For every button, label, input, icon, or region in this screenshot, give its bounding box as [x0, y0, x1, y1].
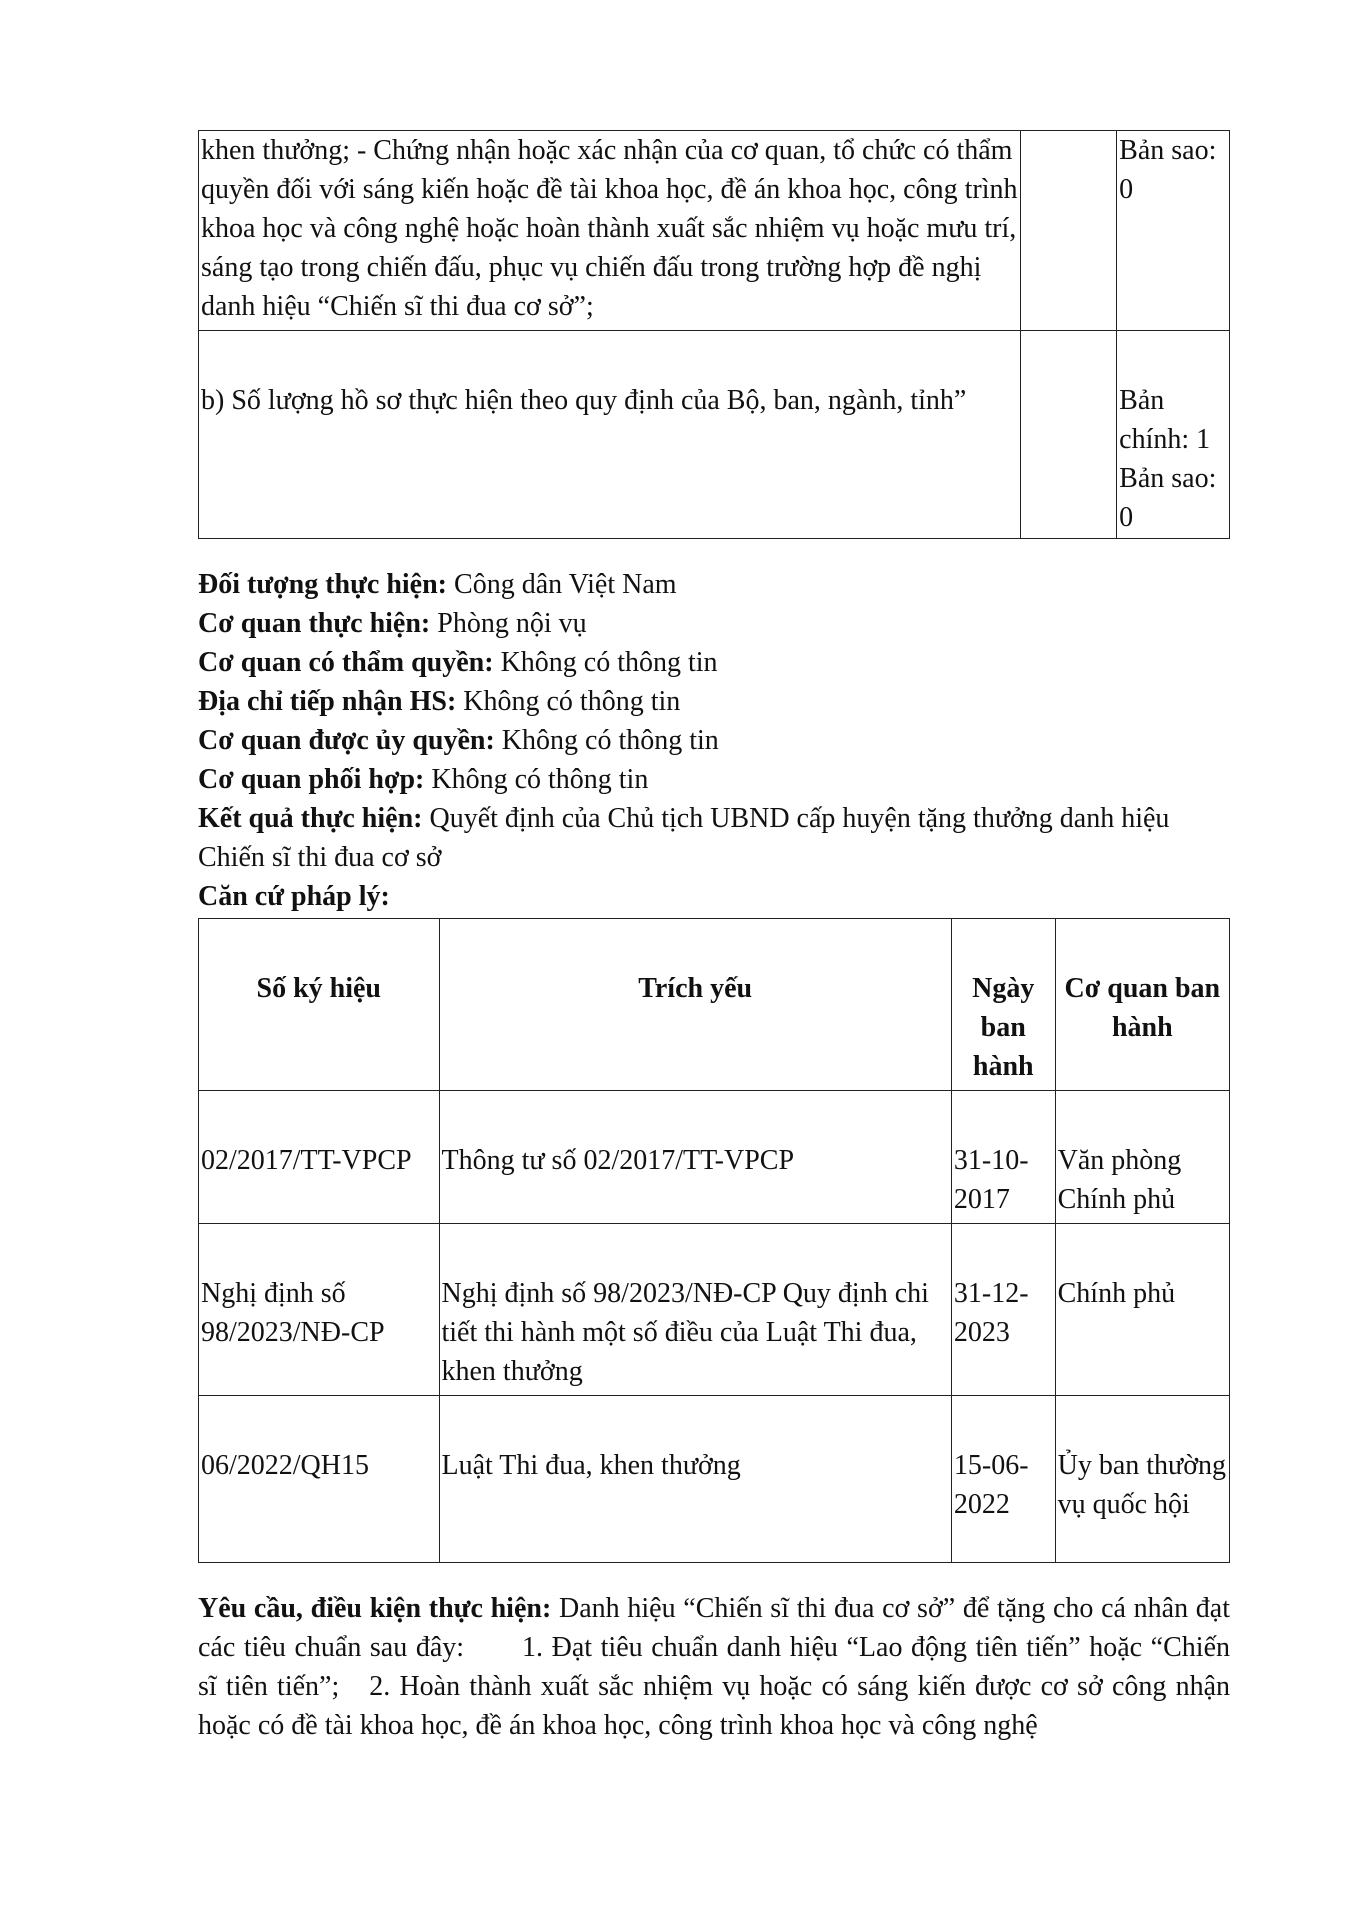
- document-number-cell: Nghị định số 98/2023/NĐ-CP: [199, 1224, 440, 1396]
- address-line: [198, 682, 1230, 721]
- document-number-cell: 02/2017/TT-VPCP: [199, 1091, 440, 1224]
- result-label: Kết quả thực hiện:: [198, 803, 423, 834]
- document-number-cell: 06/2022/QH15: [199, 1396, 440, 1563]
- legal-label: Căn cứ pháp lý:: [198, 881, 390, 912]
- procedure-info: [198, 565, 1230, 916]
- requirements-intro: Danh hiệu “Chiến sĩ thi đua cơ sở” để tặng cho cá nhân đạt các tiêu chuẩn sau đây:: [198, 1593, 1231, 1663]
- issue-date-cell: 15-06-2022: [951, 1396, 1055, 1563]
- table-row: [199, 1224, 1230, 1396]
- column-header-date: Ngày ban hành: [951, 919, 1055, 1091]
- agency-line: [198, 604, 1230, 643]
- table-header-row: [199, 919, 1230, 1091]
- table-row: [199, 1396, 1230, 1563]
- empty-cell: [1020, 131, 1117, 331]
- coordinating-line: [198, 760, 1230, 799]
- document-summary-cell: Luật Thi đua, khen thưởng: [439, 1396, 951, 1563]
- issue-date-cell: 31-10-2017: [951, 1091, 1055, 1224]
- authority-value: Không có thông tin: [493, 647, 718, 678]
- documents-table: [198, 130, 1230, 539]
- issue-date-cell: 31-12-2023: [951, 1224, 1055, 1396]
- issuer-cell: Ủy ban thường vụ quốc hội: [1055, 1396, 1229, 1563]
- result-value: Quyết định của Chủ tịch UBND cấp huyện tặng thưởng danh hiệu Chiến sĩ thi đua cơ sở: [198, 803, 1170, 873]
- document-description-cell: b) Số lượng hồ sơ thực hiện theo quy định của Bộ, ban, ngành, tỉnh”: [199, 331, 1021, 539]
- legal-basis-heading: [198, 877, 1230, 916]
- coordinating-label: Cơ quan phối hợp:: [198, 764, 425, 795]
- copies-cell: Bản chính: 1 Bản sao: 0: [1117, 331, 1230, 539]
- agency-label: Cơ quan thực hiện:: [198, 608, 431, 639]
- document-summary-cell: Nghị định số 98/2023/NĐ-CP Quy định chi tiết thi hành một số điều của Luật Thi đua, khen thưởng: [439, 1224, 951, 1396]
- requirements-paragraph: [198, 1589, 1230, 1745]
- document-description-cell: khen thưởng; - Chứng nhận hoặc xác nhận của cơ quan, tổ chức có thẩm quyền đối với sáng kiến hoặc đề tài khoa học, đề án khoa học, công trình khoa học và công nghệ hoặc hoàn thành xuất sắc nhiệm vụ hoặc mưu trí, sáng tạo trong chiến đấu, phục vụ chiến đấu trong trường hợp đề nghị danh hiệu “Chiến sĩ thi đua cơ sở”;: [199, 131, 1021, 331]
- address-value: Không có thông tin: [456, 686, 681, 717]
- issuer-cell: Văn phòng Chính phủ: [1055, 1091, 1229, 1224]
- authority-line: [198, 643, 1230, 682]
- agency-value: Phòng nội vụ: [430, 608, 587, 639]
- result-line: [198, 799, 1230, 877]
- column-header-number: Số ký hiệu: [199, 919, 440, 1091]
- subject-value: Công dân Việt Nam: [447, 569, 677, 600]
- coordinating-value: Không có thông tin: [424, 764, 649, 795]
- table-row: [199, 131, 1230, 331]
- authority-label: Cơ quan có thẩm quyền:: [198, 647, 494, 678]
- delegated-label: Cơ quan được ủy quyền:: [198, 725, 495, 756]
- document-summary-cell: Thông tư số 02/2017/TT-VPCP: [439, 1091, 951, 1224]
- empty-cell: [1020, 331, 1117, 539]
- subject-label: Đối tượng thực hiện:: [198, 569, 448, 600]
- column-header-summary: Trích yếu: [439, 919, 951, 1091]
- table-row: [199, 1091, 1230, 1224]
- requirements-label: Yêu cầu, điều kiện thực hiện:: [198, 1593, 552, 1624]
- document-page: [198, 130, 1230, 1745]
- delegated-line: [198, 721, 1230, 760]
- requirements-section: [198, 1589, 1230, 1745]
- subject-line: [198, 565, 1230, 604]
- copies-cell: Bản sao: 0: [1117, 131, 1230, 331]
- table-row: [199, 331, 1230, 539]
- column-header-issuer: Cơ quan ban hành: [1055, 919, 1229, 1091]
- issuer-cell: Chính phủ: [1055, 1224, 1229, 1396]
- requirement-item-1: 1. Đạt tiêu chuẩn danh hiệu “Lao động tiên tiến” hoặc “Chiến sĩ tiên tiến”;: [198, 1632, 1230, 1702]
- delegated-value: Không có thông tin: [494, 725, 719, 756]
- requirement-item-2: 2. Hoàn thành xuất sắc nhiệm vụ hoặc có sáng kiến được cơ sở công nhận hoặc có đề tài khoa học, đề án khoa học, công trình khoa học và công nghệ: [198, 1671, 1230, 1741]
- address-label: Địa chỉ tiếp nhận HS:: [198, 686, 457, 717]
- legal-basis-table: [198, 918, 1230, 1563]
